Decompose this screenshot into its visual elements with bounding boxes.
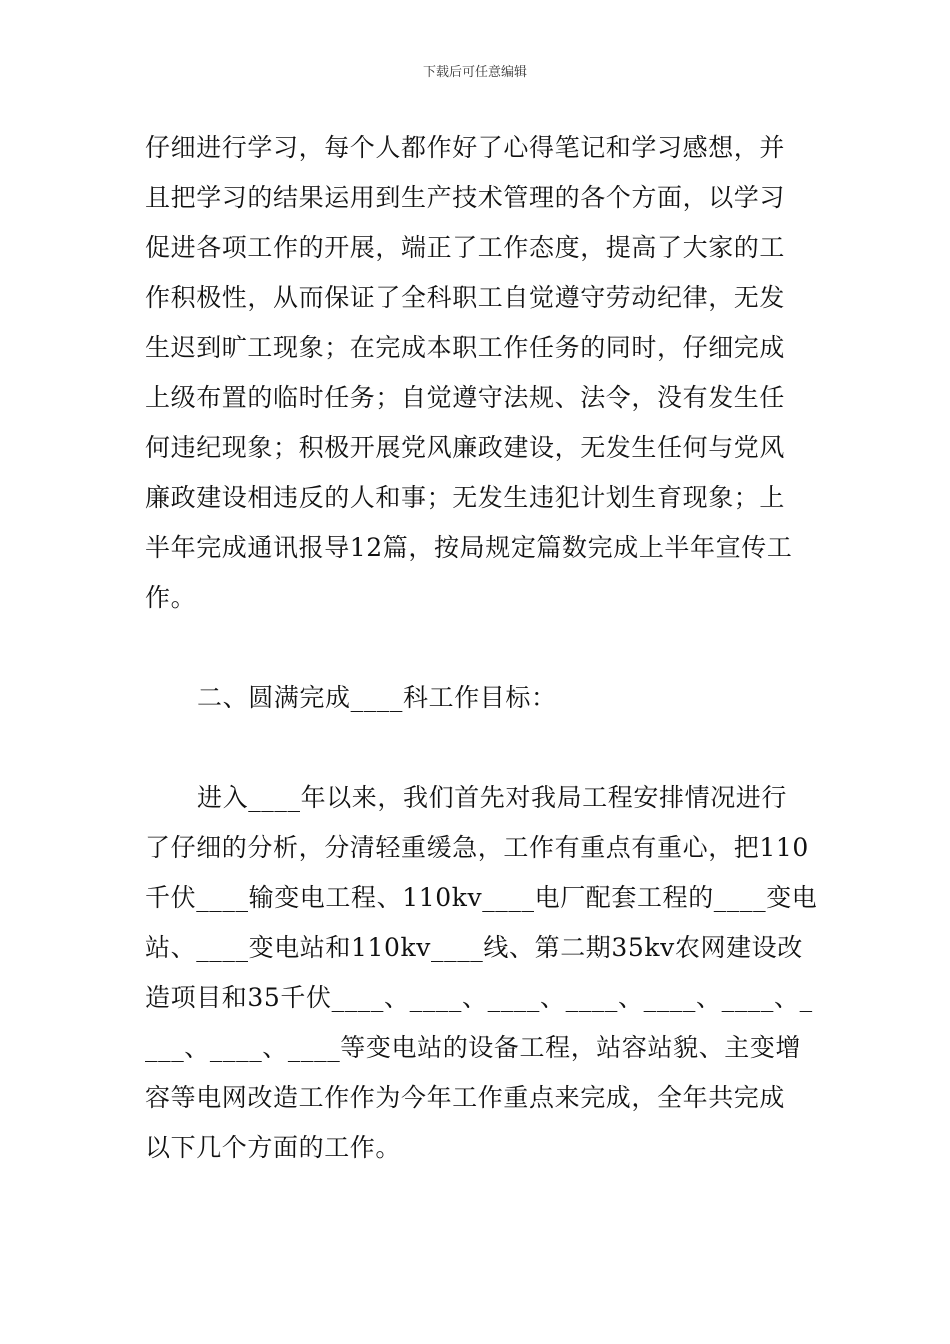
paragraph-line: 生迟到旷工现象；在完成本职工作任务的同时，仔细完成 xyxy=(145,333,786,362)
paragraph-line: 了仔细的分析，分清轻重缓急，工作有重点有重心，把110 xyxy=(145,833,809,862)
page-header-note: 下载后可任意编辑 xyxy=(422,65,527,80)
paragraph-line: 站、____变电站和110kv____线、第二期35kv农网建设改 xyxy=(145,933,803,962)
paragraph-line: 廉政建设相违反的人和事；无发生违犯计划生育现象；上 xyxy=(145,483,786,512)
paragraph-line: 何违纪现象；积极开展党风廉政建设，无发生任何与党风 xyxy=(145,433,786,462)
paragraph-line: 容等电网改造工作作为今年工作重点来完成，全年共完成 xyxy=(145,1083,786,1112)
paragraph-line: 半年完成通讯报导12篇，按局规定篇数完成上半年宣传工 xyxy=(145,533,793,562)
paragraph-line: 进入____年以来，我们首先对我局工程安排情况进行 xyxy=(197,783,788,812)
paragraph-line: ___、____、____等变电站的设备工程，站容站貌、主变增 xyxy=(145,1033,802,1062)
section-heading: 二、圆满完成____科工作目标： xyxy=(197,683,557,712)
paragraph-line: 作积极性，从而保证了全科职工自觉遵守劳动纪律，无发 xyxy=(145,283,786,312)
paragraph-line: 造项目和35千伏____、____、____、____、____、____、_ xyxy=(145,983,813,1012)
paragraph-line: 上级布置的临时任务；自觉遵守法规、法令，没有发生任 xyxy=(145,383,786,412)
paragraph-line: 促进各项工作的开展，端正了工作态度，提高了大家的工 xyxy=(145,233,786,262)
paragraph-line: 作。 xyxy=(145,583,197,612)
paragraph-line: 千伏____输变电工程、110kv____电厂配套工程的____变电 xyxy=(145,883,818,912)
paragraph-line: 仔细进行学习，每个人都作好了心得笔记和学习感想，并 xyxy=(145,133,786,162)
paragraph-line: 以下几个方面的工作。 xyxy=(145,1133,402,1162)
paragraph-line: 且把学习的结果运用到生产技术管理的各个方面，以学习 xyxy=(145,183,786,212)
